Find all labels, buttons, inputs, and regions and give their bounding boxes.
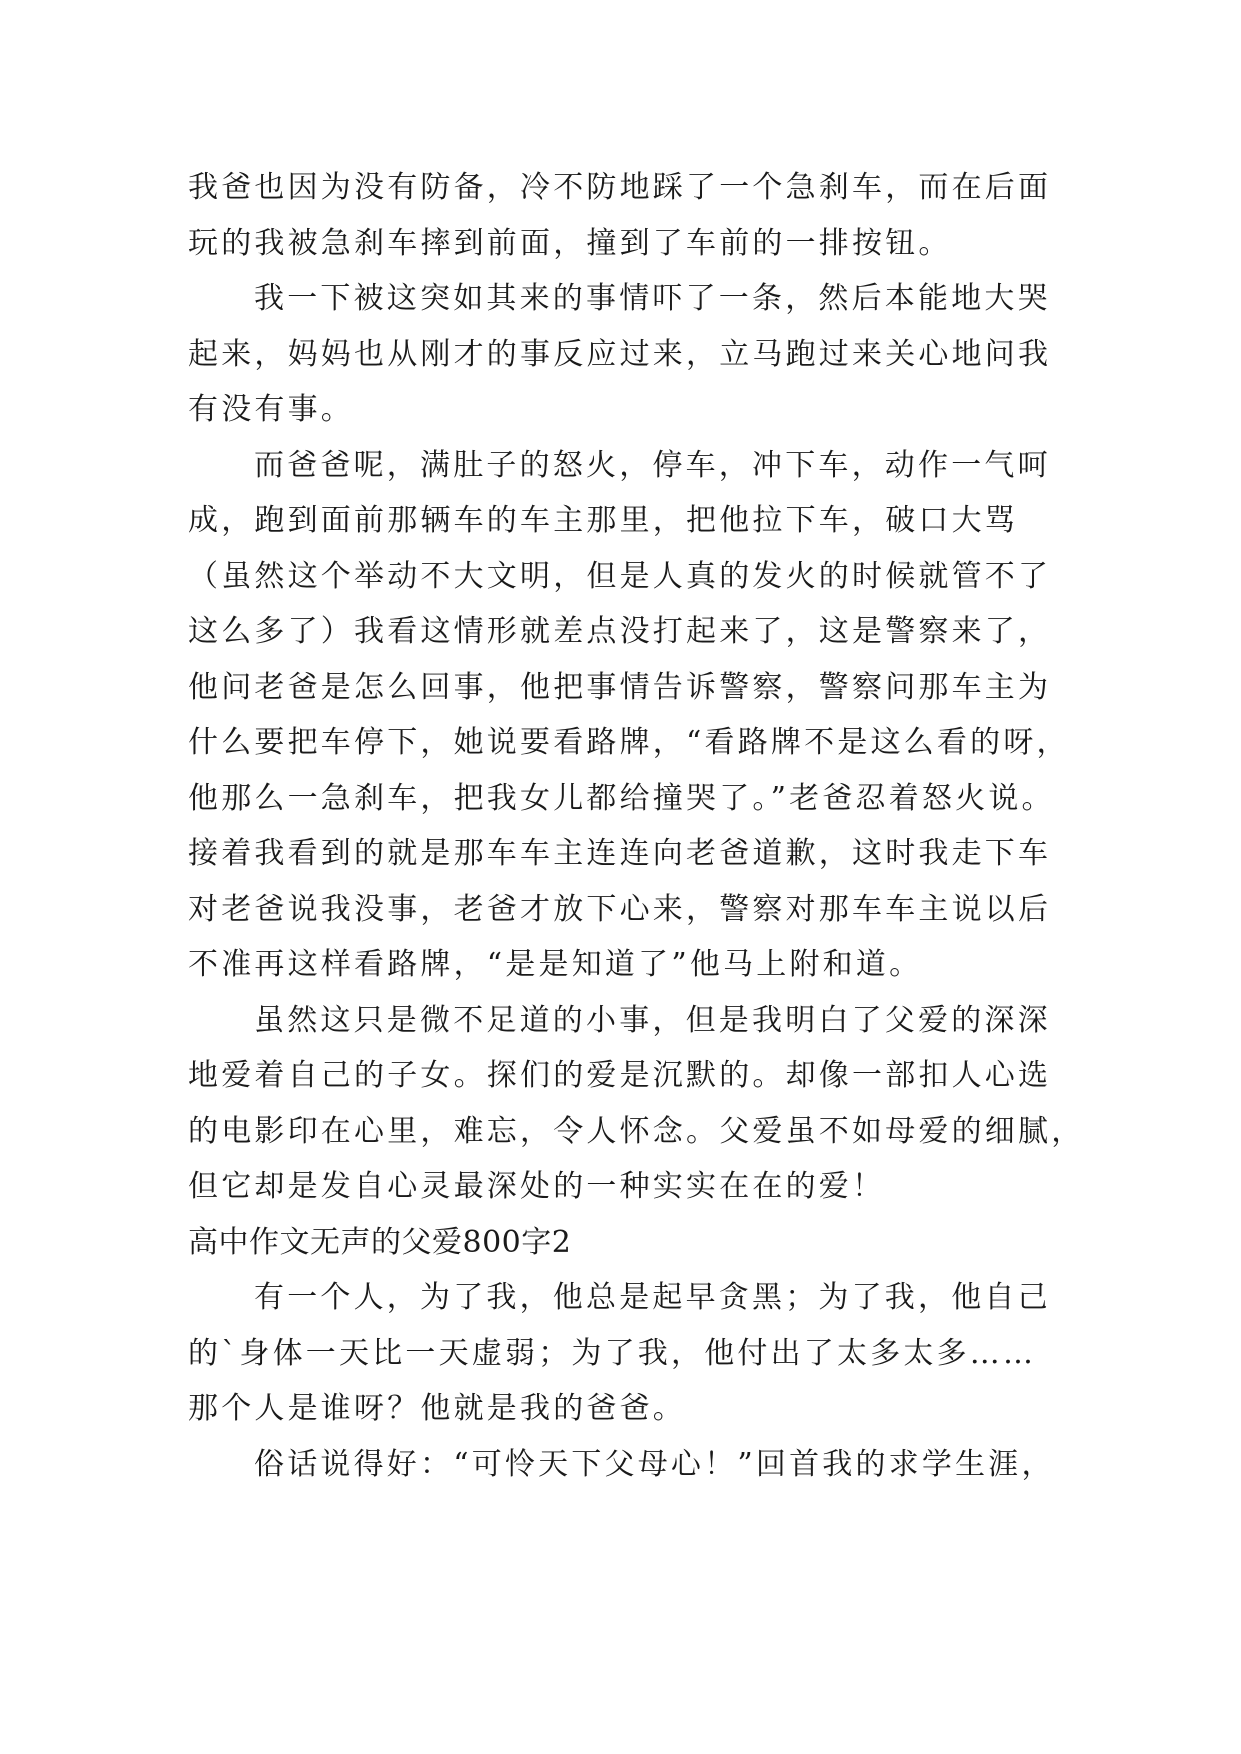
text-line: 成，跑到面前那辆车的车主那里，把他拉下车，破口大骂 bbox=[188, 503, 1018, 538]
paragraph-2 bbox=[188, 271, 1068, 438]
text-line: 这么多了）我看这情形就差点没打起来了，这是警察来了， bbox=[188, 614, 1052, 649]
paragraph-5 bbox=[188, 1270, 1068, 1437]
paragraph-4 bbox=[188, 993, 1085, 1215]
text-line: 他那么一急刹车，把我女儿都给撞哭了。”老爸忍着怒火说。 bbox=[188, 780, 1055, 816]
text-line: 虽然这只是微不足道的小事，但是我明白了父爱的深深 bbox=[254, 1002, 1051, 1038]
text-line: 玩的我被急刹车摔到前面，撞到了车前的一排按钮。 bbox=[188, 225, 952, 261]
text-line: 有一个人，为了我，他总是起早贪黑；为了我，他自己 bbox=[254, 1280, 1051, 1315]
document-body bbox=[188, 160, 1085, 1492]
text-line: 有没有事。 bbox=[188, 392, 354, 427]
text-line: 不准再这样看路牌，“是是知道了”他马上附和道。 bbox=[188, 947, 923, 982]
paragraph-6 bbox=[188, 1437, 1068, 1493]
text-line: 俗话说得好：“可怜天下父母心！”回首我的求学生涯， bbox=[254, 1446, 1055, 1482]
section-heading: 高中作文无声的父爱800字2 bbox=[188, 1224, 572, 1260]
text-line: 地爱着自己的子女。探们的爱是沉默的。却像一部扣人心选 bbox=[188, 1058, 1052, 1093]
text-line: 但它却是发自心灵最深处的一种实实在在的爱！ bbox=[188, 1169, 886, 1204]
text-line: 接着我看到的就是那车车主连连向老爸道歉，这时我走下车 bbox=[188, 836, 1052, 871]
text-line: 那个人是谁呀？他就是我的爸爸。 bbox=[188, 1391, 686, 1426]
text-line: 他问老爸是怎么回事，他把事情告诉警察，警察问那车主为 bbox=[188, 669, 1052, 705]
text-line: 什么要把车停下，她说要看路牌，“看路牌不是这么看的呀， bbox=[188, 725, 1070, 760]
text-line: 的电影印在心里，难忘，令人怀念。父爱虽不如母爱的细腻， bbox=[188, 1113, 1085, 1149]
text-line: 对老爸说我没事，老爸才放下心来，警察对那车车主说以后 bbox=[188, 891, 1052, 927]
text-line: （虽然这个举动不大文明，但是人真的发火的时候就管不了 bbox=[188, 558, 1052, 594]
text-line: 起来，妈妈也从刚才的事反应过来，立马跑过来关心地问我 bbox=[188, 336, 1052, 372]
paragraph-1 bbox=[188, 160, 1068, 271]
text-line: 的`身体一天比一天虚弱；为了我，他付出了太多太多…… bbox=[188, 1335, 1037, 1371]
text-line: 我爸也因为没有防备，冷不防地踩了一个急刹车，而在后面 bbox=[188, 170, 1052, 205]
paragraph-3 bbox=[188, 438, 1068, 993]
text-line: 而爸爸呢，满肚子的怒火，停车，冲下车，动作一气呵 bbox=[254, 447, 1051, 483]
text-line: 我一下被这突如其来的事情吓了一条，然后本能地大哭 bbox=[254, 281, 1051, 316]
